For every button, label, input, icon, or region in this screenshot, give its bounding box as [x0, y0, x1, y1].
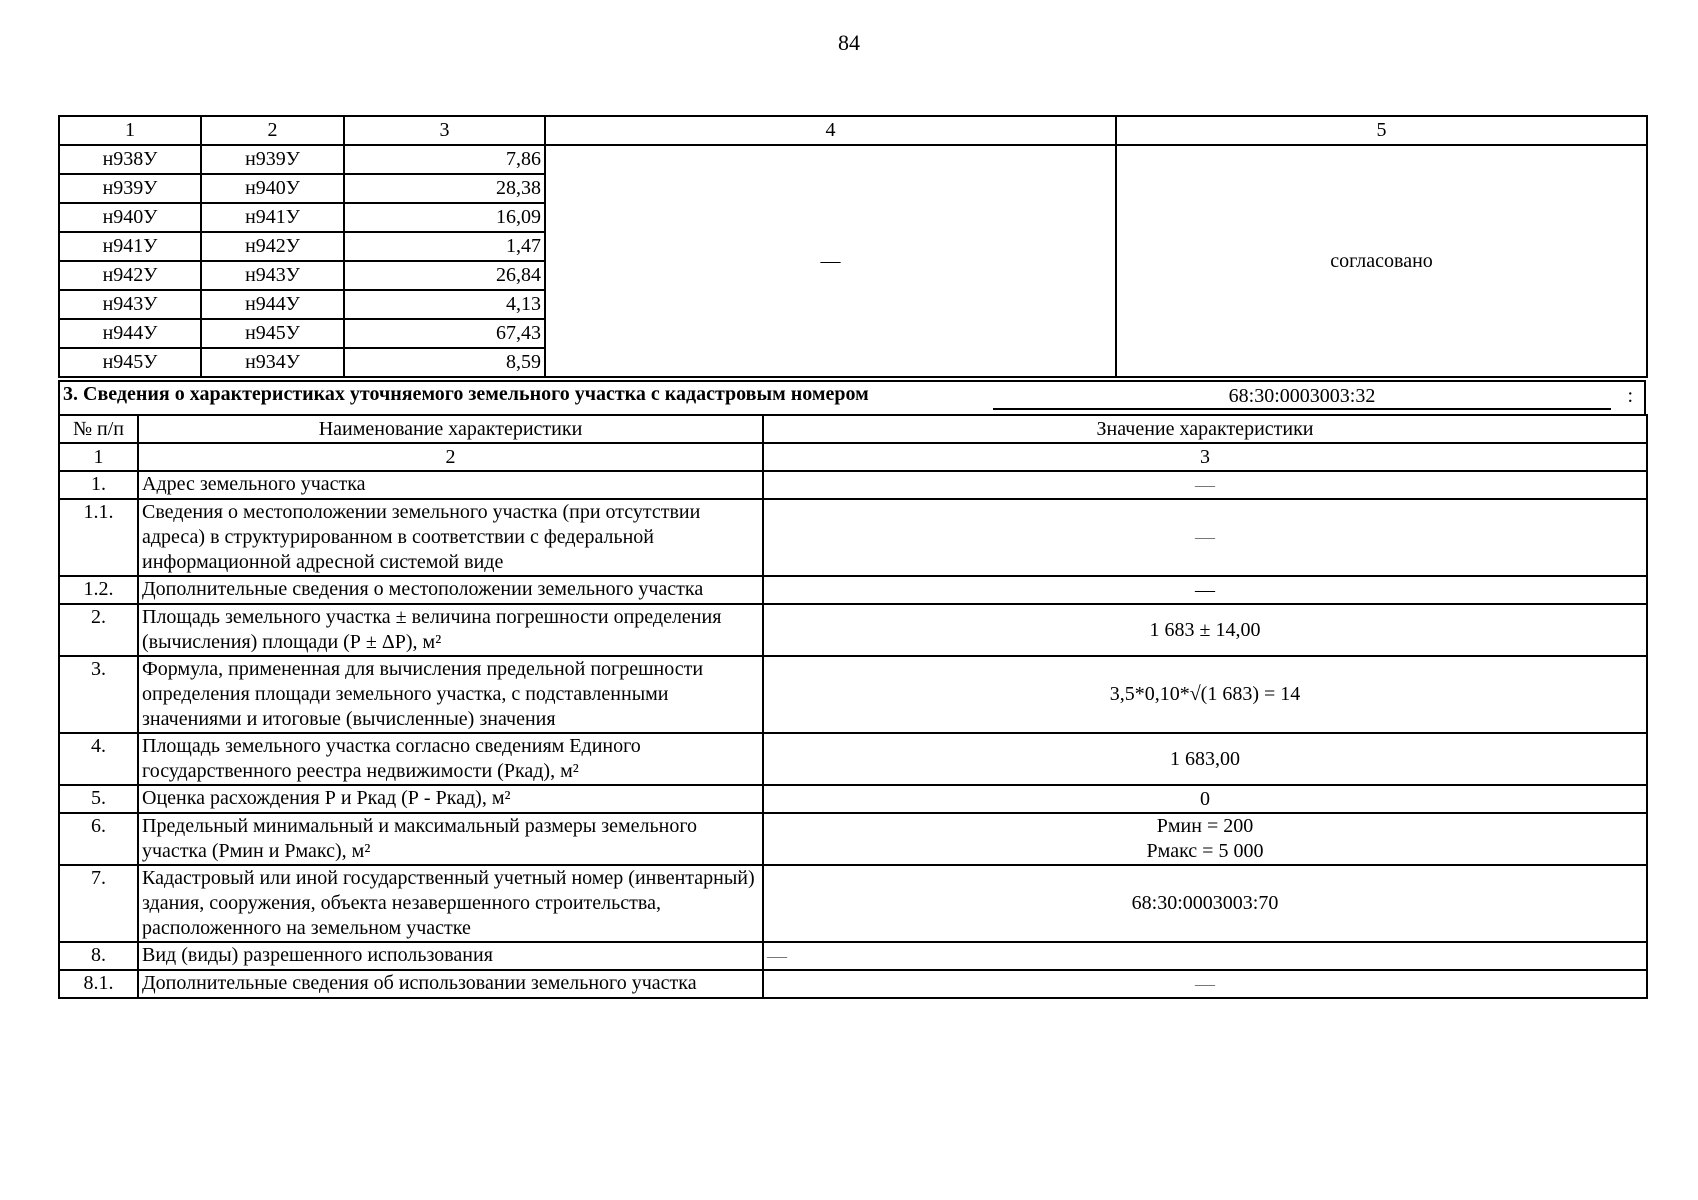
row-number: 1. — [59, 471, 138, 499]
point-to: н945У — [201, 319, 344, 348]
segment-length: 28,38 — [344, 174, 545, 203]
table-row — [59, 145, 1647, 174]
characteristic-value: — — [763, 576, 1647, 604]
characteristic-name: Оценка расхождения Р и Ркад (Р - Ркад), м² — [138, 785, 763, 813]
point-to: н934У — [201, 348, 344, 377]
characteristic-value: — — [763, 499, 1647, 576]
characteristic-name: Площадь земельного участка ± величина погрешности определения (вычисления) площади (Р ± ΔР), м² — [138, 604, 763, 656]
characteristic-value: — — [763, 471, 1647, 499]
segment-length: 1,47 — [344, 232, 545, 261]
page-number: 84 — [838, 30, 860, 55]
boundary-table — [58, 115, 1648, 378]
point-to: н941У — [201, 203, 344, 232]
row-number: 7. — [59, 865, 138, 942]
characteristic-name: Вид (виды) разрешенного использования — [138, 942, 763, 970]
col-number-1: 1 — [59, 443, 138, 471]
characteristic-value: 1 683,00 — [763, 733, 1647, 785]
cadastral-colon: : — [1627, 385, 1633, 407]
boundary-header-row — [59, 116, 1647, 145]
segment-length: 26,84 — [344, 261, 545, 290]
characteristic-value: — — [763, 970, 1647, 998]
characteristic-name: Дополнительные сведения об использовании земельного участка — [138, 970, 763, 998]
row-number: 8.1. — [59, 970, 138, 998]
segment-length: 4,13 — [344, 290, 545, 319]
col-header-num: № п/п — [59, 415, 138, 443]
boundary-col-header-3: 3 — [344, 116, 545, 145]
point-to: н940У — [201, 174, 344, 203]
point-from: н941У — [59, 232, 201, 261]
segment-length: 7,86 — [344, 145, 545, 174]
point-to: н942У — [201, 232, 344, 261]
col-number-2: 2 — [138, 443, 763, 471]
boundary-col-header-4: 4 — [545, 116, 1116, 145]
point-to: н944У — [201, 290, 344, 319]
characteristics-header-row — [59, 415, 1647, 443]
characteristic-name: Кадастровый или иной государственный учетный номер (инвентарный) здания, сооружения, объекта незавершенного строительства, расположенного на земельном участке — [138, 865, 763, 942]
row-number: 5. — [59, 785, 138, 813]
characteristic-value: 0 — [763, 785, 1647, 813]
row-number: 3. — [59, 656, 138, 733]
boundary-col-header-1: 1 — [59, 116, 201, 145]
characteristics-table — [58, 414, 1648, 999]
section3-header-cell — [59, 381, 1645, 415]
table-row — [59, 733, 1647, 785]
col-header-value: Значение характеристики — [763, 415, 1647, 443]
segment-length: 67,43 — [344, 319, 545, 348]
segment-length: 8,59 — [344, 348, 545, 377]
characteristic-name: Сведения о местоположении земельного участка (при отсутствии адреса) в структурированном в соответствии с федеральной информационной адресной системой виде — [138, 499, 763, 576]
row-number: 6. — [59, 813, 138, 865]
point-from: н939У — [59, 174, 201, 203]
point-from: н940У — [59, 203, 201, 232]
table-row — [59, 576, 1647, 604]
row-number: 8. — [59, 942, 138, 970]
point-to: н939У — [201, 145, 344, 174]
table-row — [59, 656, 1647, 733]
point-from: н945У — [59, 348, 201, 377]
characteristics-colnum-row — [59, 443, 1647, 471]
row-number: 2. — [59, 604, 138, 656]
characteristic-name: Предельный минимальный и максимальный размеры земельного участка (Рмин и Рмакс), м² — [138, 813, 763, 865]
min-size-value: Рмин = 200 — [1156, 815, 1254, 837]
section3-header — [58, 380, 1646, 416]
col-number-3: 3 — [763, 443, 1647, 471]
characteristic-name: Адрес земельного участка — [138, 471, 763, 499]
characteristic-value: 1 683 ± 14,00 — [763, 604, 1647, 656]
table-row — [59, 813, 1647, 865]
row-number: 1.1. — [59, 499, 138, 576]
characteristic-name: Дополнительные сведения о местоположении земельного участка — [138, 576, 763, 604]
point-from: н942У — [59, 261, 201, 290]
boundary-col5-value: согласовано — [1116, 145, 1647, 377]
segment-length: 16,09 — [344, 203, 545, 232]
table-row — [59, 471, 1647, 499]
section3-title: 3. Сведения о характеристиках уточняемого земельного участка с кадастровым номером — [63, 383, 869, 405]
cadastral-number: 68:30:0003003:32 — [993, 384, 1611, 410]
table-row — [59, 499, 1647, 576]
col-header-name: Наименование характеристики — [138, 415, 763, 443]
characteristic-name: Формула, примененная для вычисления предельной погрешности определения площади земельного участка, с подставленными значениями и итоговые (вычисленные) значения — [138, 656, 763, 733]
point-from: н944У — [59, 319, 201, 348]
table-row — [59, 604, 1647, 656]
point-from: н943У — [59, 290, 201, 319]
boundary-col-header-2: 2 — [201, 116, 344, 145]
boundary-col4-value: — — [545, 145, 1116, 377]
characteristic-value — [763, 813, 1647, 865]
characteristic-value: — — [763, 942, 1647, 970]
row-number: 4. — [59, 733, 138, 785]
table-row — [59, 785, 1647, 813]
boundary-col-header-5: 5 — [1116, 116, 1647, 145]
max-size-value: Рмакс = 5 000 — [1146, 840, 1264, 862]
characteristic-name: Площадь земельного участка согласно сведениям Единого государственного реестра недвижимости (Ркад), м² — [138, 733, 763, 785]
table-row — [59, 865, 1647, 942]
characteristic-value: 3,5*0,10*√(1 683) = 14 — [763, 656, 1647, 733]
characteristic-value: 68:30:0003003:70 — [763, 865, 1647, 942]
row-number: 1.2. — [59, 576, 138, 604]
point-to: н943У — [201, 261, 344, 290]
table-row — [59, 942, 1647, 970]
point-from: н938У — [59, 145, 201, 174]
table-row — [59, 970, 1647, 998]
